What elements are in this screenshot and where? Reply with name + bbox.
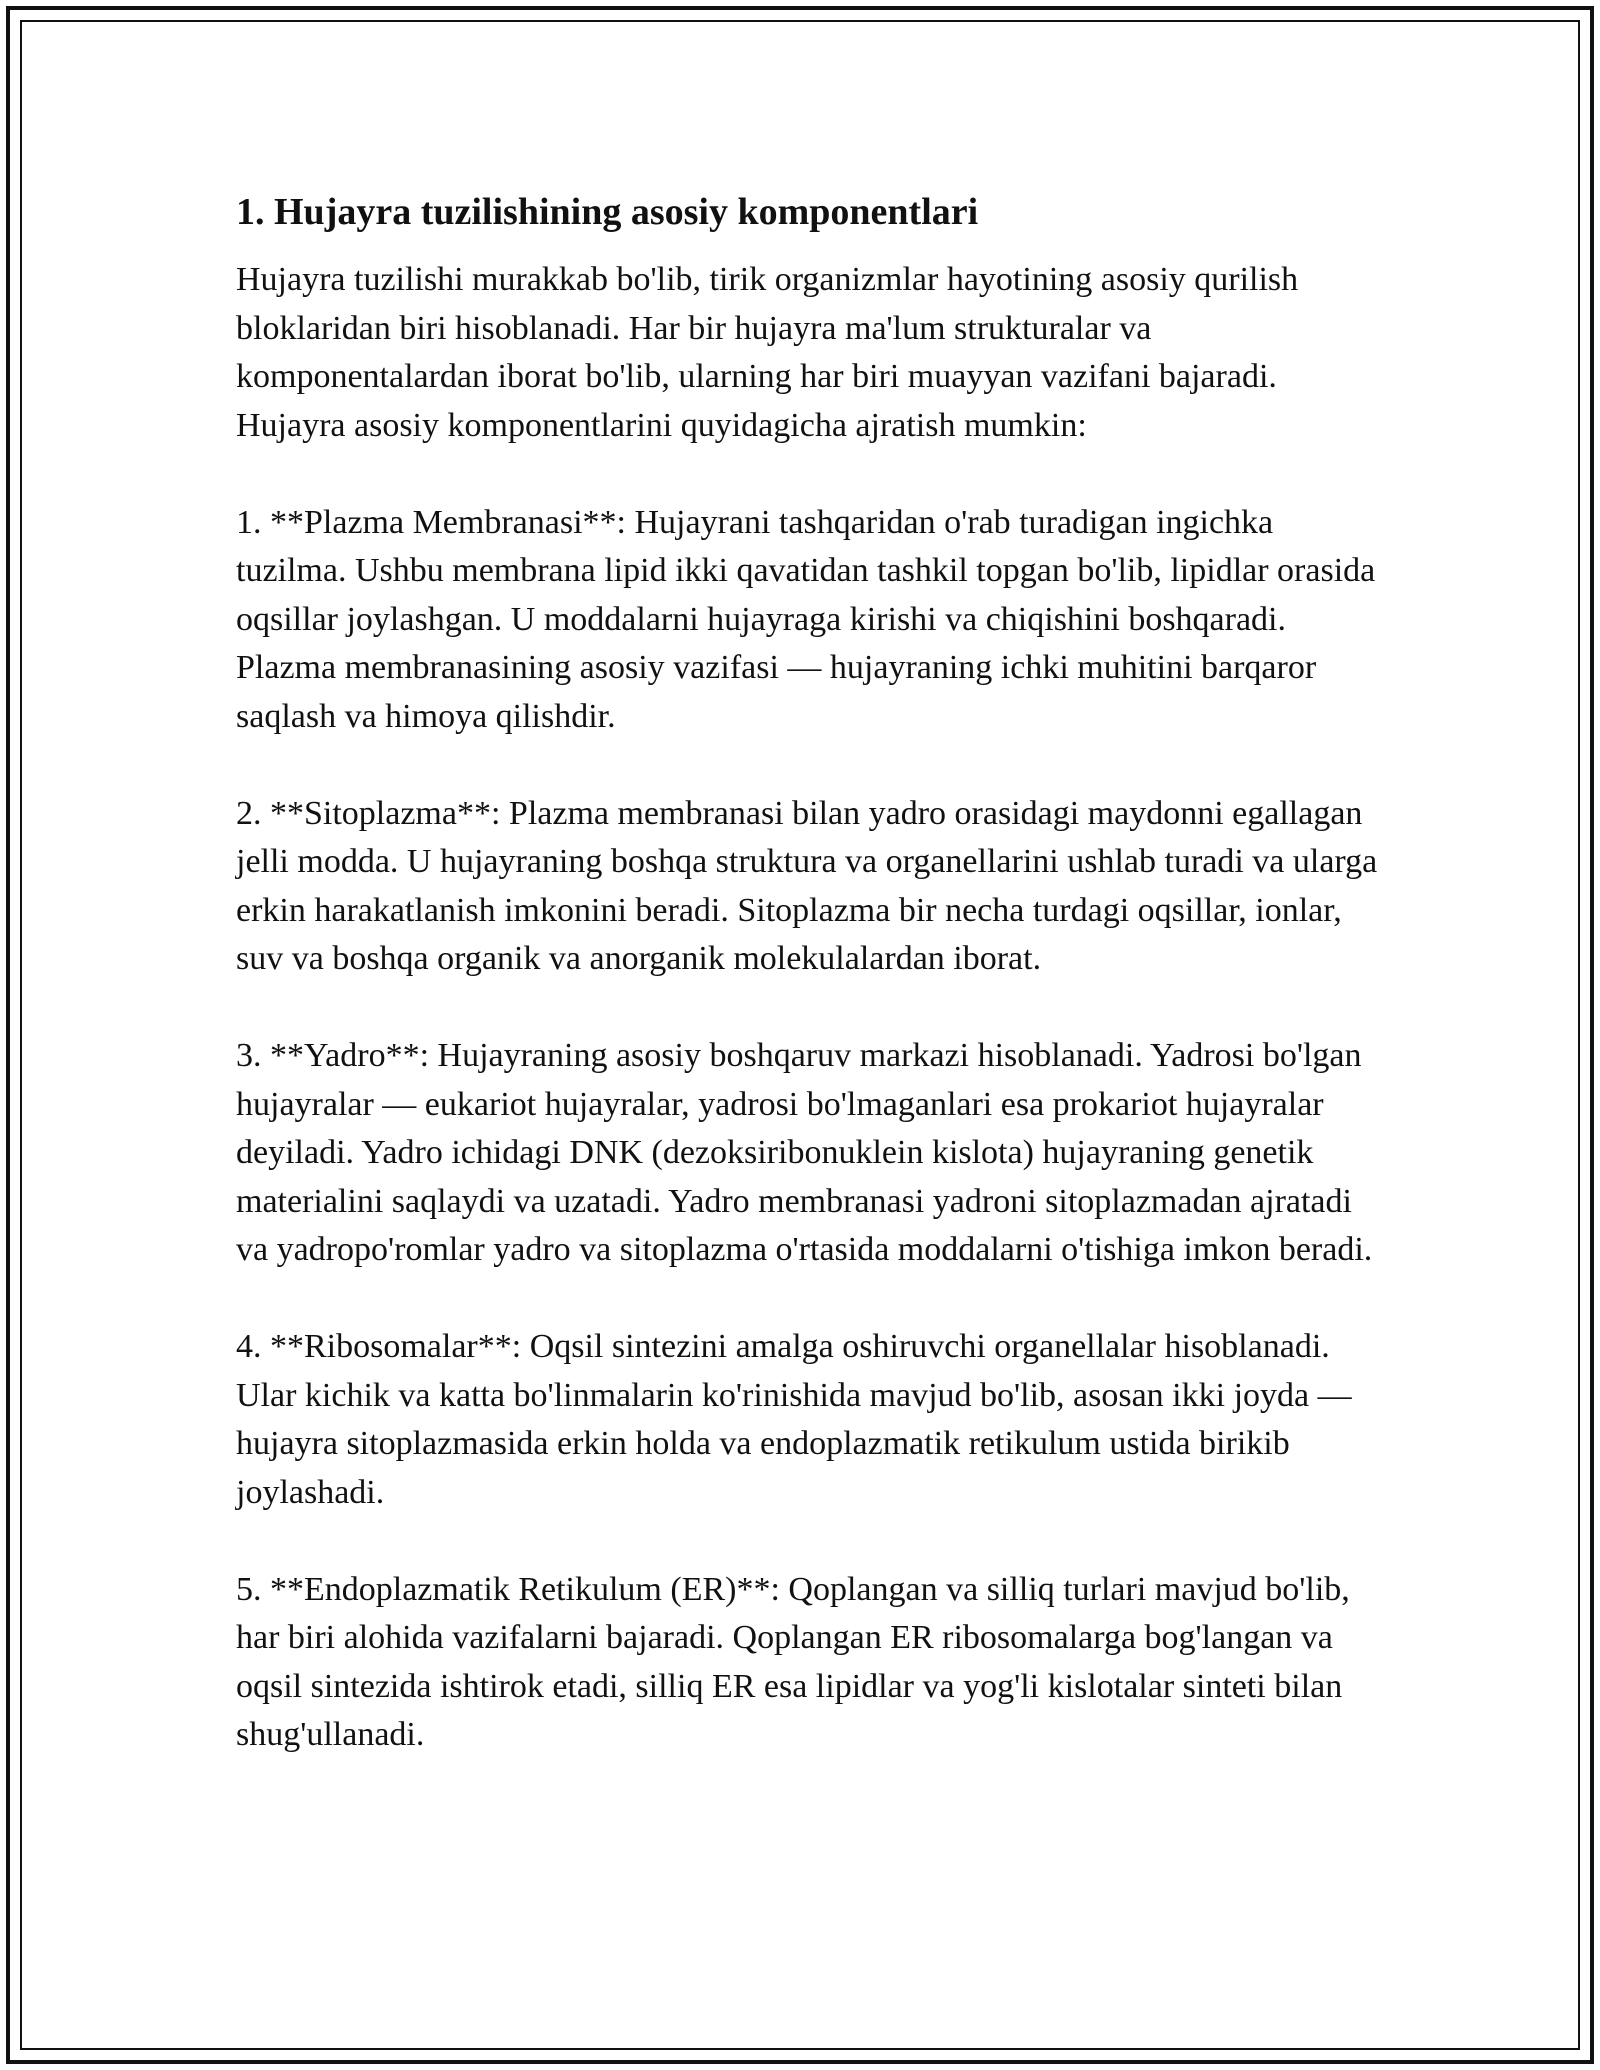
cytoplasm-paragraph: 2. **Sitoplazma**: Plazma membranasi bilan yadro orasidagi maydonni egallagan jelli modda. U hujayraning boshqa struktura va organellarini ushlab turadi va ularga erkin harakatlanish imkonini beradi. Sitoplazma bir necha turdagi oqsillar, ionlar, suv va boshqa organik va anorganik molekulalardan iborat.: [236, 794, 1378, 977]
intro-paragraph: Hujayra tuzilishi murakkab bo'lib, tirik organizmlar hayotining asosiy qurilish bloklaridan biri hisoblanadi. Har bir hujayra ma'lum strukturalar va komponentalardan iborat bo'lib, ularning har biri muayyan vazifani bajaradi. Hujayra asosiy komponentlarini quyidagicha ajratish mumkin:: [236, 261, 1299, 444]
endoplasmic-reticulum-paragraph: 5. **Endoplazmatik Retikulum (ER)**: Qoplangan va silliq turlari mavjud bo'lib, har biri alohida vazifalarni bajaradi. Qoplangan ER ribosomalarga bog'langan va oqsil sintezida ishtirok etadi, silliq ER esa lipidlar va yog'li kislotalar sinteti bilan shug'ullanadi.: [236, 1570, 1350, 1753]
section-title: 1. Hujayra tuzilishining asosiy komponentlari: [236, 191, 979, 233]
plasma-membrane-paragraph: 1. **Plazma Membranasi**: Hujayrani tashqaridan o'rab turadigan ingichka tuzilma. Ushbu membrana lipid ikki qavatidan tashkil topgan bo'lib, lipidlar orasida oqsillar joylashgan. U moddalarni hujayraga kirishi va chiqishini boshqaradi. Plazma membranasining asosiy vazifasi — hujayraning ichki muhitini barqaror saqlash va himoya qilishdir.: [236, 503, 1376, 735]
document-body: [236, 188, 1386, 1760]
ribosomes-paragraph: 4. **Ribosomalar**: Oqsil sintezini amalga oshiruvchi organellalar hisoblanadi. Ular kichik va katta bo'linmalarin ko'rinishida mavjud bo'lib, asosan ikki joyda — hujayra sitoplazmasida erkin holda va endoplazmatik retikulum ustida birikib joylashadi.: [236, 1328, 1352, 1511]
nucleus-paragraph: 3. **Yadro**: Hujayraning asosiy boshqaruv markazi hisoblanadi. Yadrosi bo'lgan hujayralar — eukariot hujayralar, yadrosi bo'lmaganlari esa prokariot hujayralar deyiladi. Yadro ichidagi DNK (dezoksiribonuklein kislota) hujayraning genetik materialini saqlaydi va uzatadi. Yadro membranasi yadroni sitoplazmadan ajratadi va yadropo'romlar yadro va sitoplazma o'rtasida moddalarni o'tishiga imkon beradi.: [236, 1037, 1373, 1268]
